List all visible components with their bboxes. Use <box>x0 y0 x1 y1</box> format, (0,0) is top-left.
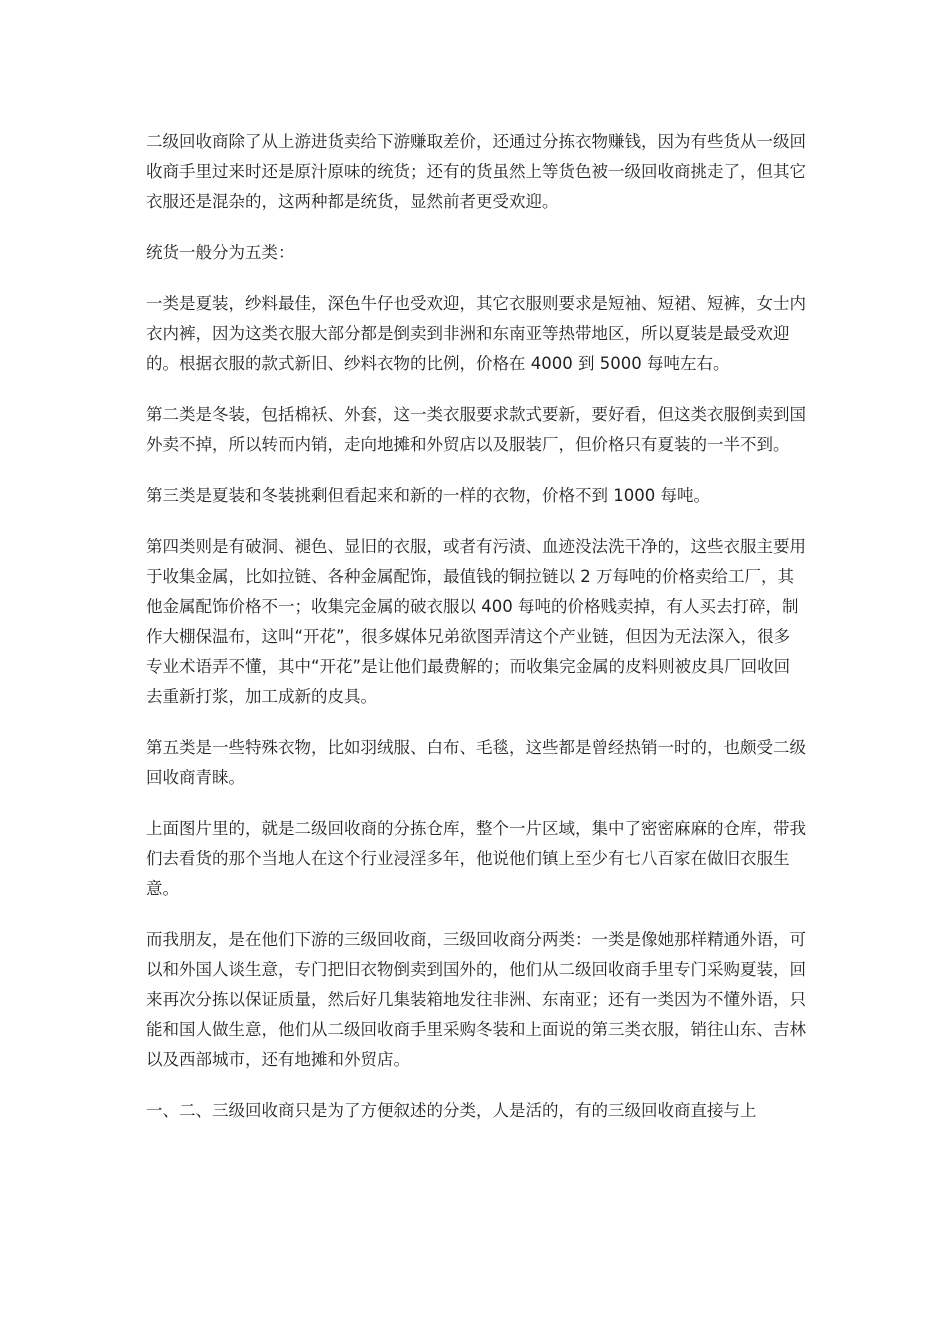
paragraph-category-special: 第五类是一些特殊衣物，比如羽绒服、白布、毛毯，这些都是曾经热销一时的，也颇受二级回收商青睐。 <box>146 738 806 787</box>
paragraph-category-damaged: 第四类则是有破洞、褪色、显旧的衣服，或者有污渍、血迹没法洗干净的，这些衣服主要用于收集金属，比如拉链、各种金属配饰，最值钱的铜拉链以 2 万每吨的价格卖给工厂，其他金属配饰价格不一；收集完金属的破衣服以 400 每吨的价格贱卖掉，有人买去打碎，制作大棚保温布，这叫“开花”，很多媒体兄弟欲图弄清这个产业链，但因为无法深入，很多专业术语弄不懂，其中“开花”是让他们最费解的；而收集完金属的皮料则被皮具厂回收回去重新打浆，加工成新的皮具。 <box>146 537 806 706</box>
paragraph-secondary-recycler-intro: 二级回收商除了从上游进货卖给下游赚取差价，还通过分拣衣物赚钱，因为有些货从一级回收商手里过来时还是原汁原味的统货；还有的货虽然上等货色被一级回收商挑走了，但其它衣服还是混杂的，这两种都是统货，显然前者更受欢迎。 <box>146 132 806 211</box>
paragraph-category-leftover: 第三类是夏装和冬装挑剩但看起来和新的一样的衣物，价格不到 1000 每吨。 <box>146 486 710 505</box>
paragraph-classification-note: 一、二、三级回收商只是为了方便叙述的分类，人是活的，有的三级回收商直接与上 <box>146 1101 757 1120</box>
paragraph-category-summer: 一类是夏装，纱料最佳，深色牛仔也受欢迎，其它衣服则要求是短袖、短裙、短裤，女士内衣内裤，因为这类衣服大部分都是倒卖到非洲和东南亚等热带地区，所以夏装是最受欢迎的。根据衣服的款式新旧、纱料衣物的比例，价格在 4000 到 5000 每吨左右。 <box>146 294 806 373</box>
paragraph-tertiary-recyclers: 而我朋友，是在他们下游的三级回收商，三级回收商分两类：一类是像她那样精通外语，可以和外国人谈生意，专门把旧衣物倒卖到国外的，他们从二级回收商手里专门采购夏装，回来再次分拣以保证质量，然后好几集装箱地发往非洲、东南亚；还有一类因为不懂外语，只能和国人做生意，他们从二级回收商手里采购冬装和上面说的第三类衣服，销往山东、吉林以及西部城市，还有地摊和外贸店。 <box>146 930 806 1069</box>
paragraph-bulk-goods-categories: 统货一般分为五类： <box>146 243 295 262</box>
article-body <box>146 127 806 1147</box>
paragraph-warehouse-description: 上面图片里的，就是二级回收商的分拣仓库，整个一片区域，集中了密密麻麻的仓库，带我们去看货的那个当地人在这个行业浸淫多年，他说他们镇上至少有七八百家在做旧衣服生意。 <box>146 819 806 898</box>
paragraph-category-winter: 第二类是冬装，包括棉袄、外套，这一类衣服要求款式要新，要好看，但这类衣服倒卖到国外卖不掉，所以转而内销，走向地摊和外贸店以及服装厂，但价格只有夏装的一半不到。 <box>146 405 806 454</box>
